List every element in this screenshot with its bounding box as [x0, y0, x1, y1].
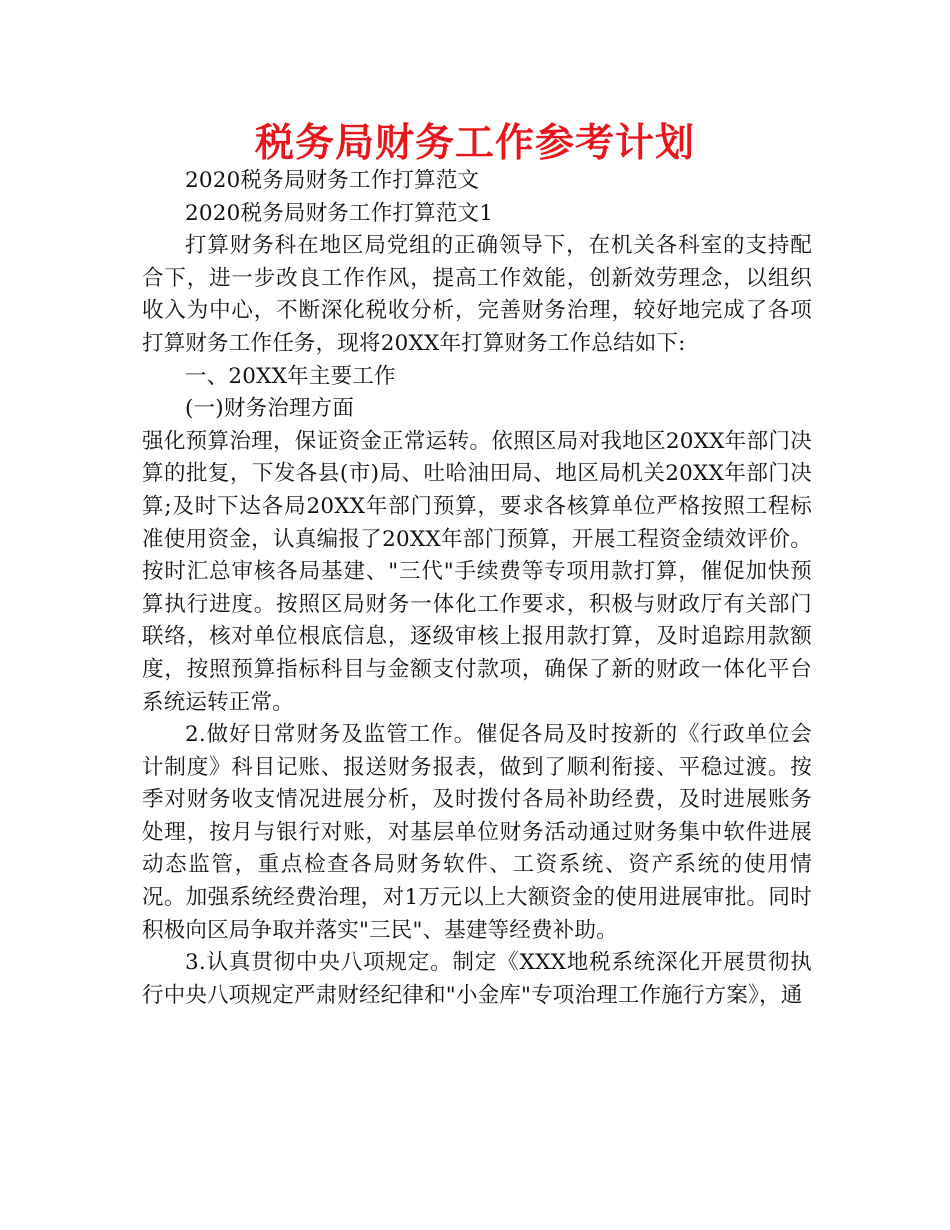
paragraph-eight-rules: 3.认真贯彻中央八项规定。制定《XXX地税系统深化开展贯彻执行中央八项规定严肃财经纪律和"小金库"专项治理工作施行方案》，通 [142, 950, 812, 1008]
paragraph-daily-finance: 2.做好日常财务及监管工作。催促各局及时按新的《行政单位会计制度》科目记账、报送财务报表，做到了顺利衔接、平稳过渡。按季对财务收支情况进展分析，及时拨付各局补助经费，及时进展账务处理，按月与银行对账，对基层单位财务活动通过财务集中软件进展动态监管，重点检查各局财务软件、工资系统、资产系统的使用情况。加强系统经费治理，对1万元以上大额资金的使用进展审批。同时积极向区局争取并落实"三民"、基建等经费补助。 [142, 722, 812, 943]
document-title: 税务局财务工作参考计划 [254, 121, 695, 166]
paragraph-subtitle-1: 2020税务局财务工作打算范文 [185, 168, 480, 193]
paragraph-subtitle-2: 2020税务局财务工作打算范文1 [185, 200, 494, 226]
paragraph-intro: 打算财务科在地区局党组的正确领导下，在机关各科室的支持配合下，进一步改良工作作风，提高工作效能，创新效劳理念，以组织收入为中心，不断深化税收分析，完善财务治理，较好地完成了各项打算财务工作任务，现将20XX年打算财务工作总结如下: [142, 233, 812, 356]
document-body [142, 165, 812, 1012]
paragraph-budget: 强化预算治理，保证资金正常运转。依照区局对我地区20XX年部门决算的批复，下发各县(市)局、吐哈油田局、地区局机关20XX年部门决算;及时下达各局20XX年部门预算，要求各核算单位严格按照工程标准使用资金，认真编报了20XX年部门预算，开展工程资金绩效评价。按时汇总审核各局基建、"三代"手续费等专项用款打算，催促加快预算执行进度。按照区局财务一体化工作要求，积极与财政厅有关部门联络，核对单位根底信息，逐级审核上报用款打算，及时追踪用款额度，按照预算指标科目与金额支付款项，确保了新的财政一体化平台系统运转正常。 [142, 428, 812, 715]
section-heading-1: 一、20XX年主要工作 [185, 363, 396, 389]
subsection-heading-1: (一)财务治理方面 [185, 396, 355, 422]
